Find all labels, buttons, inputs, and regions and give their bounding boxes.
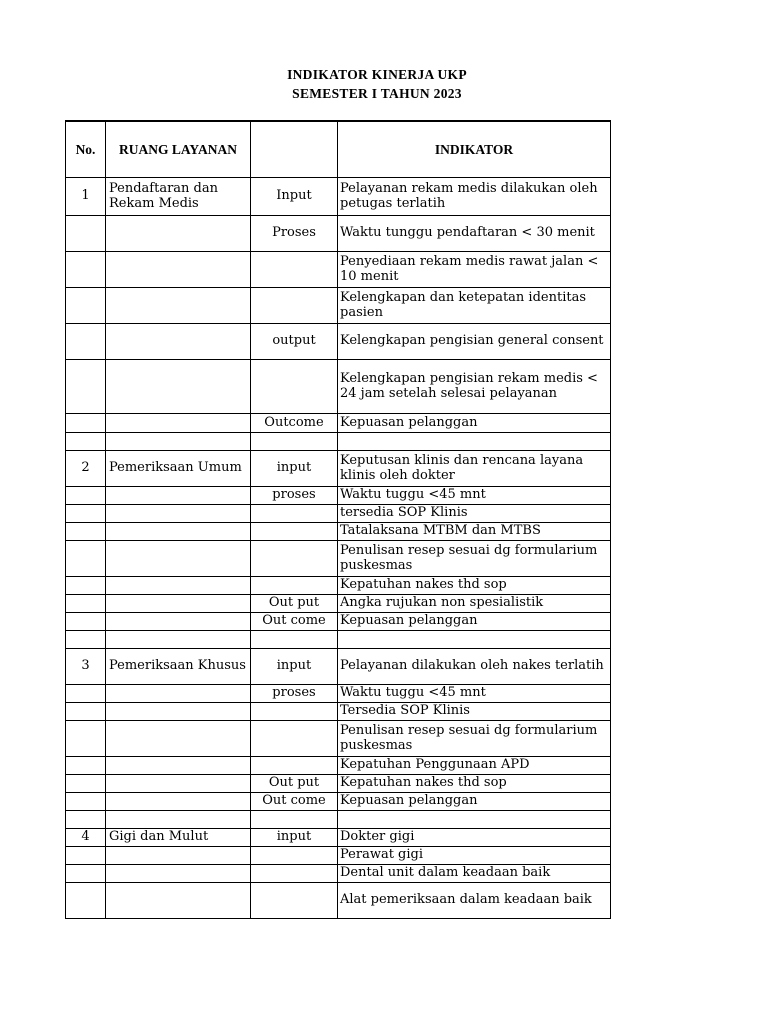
row-number: [66, 287, 106, 323]
row-category: Out come: [251, 792, 338, 810]
table-row: [66, 810, 611, 828]
row-category: input: [251, 828, 338, 846]
table-row: [66, 756, 611, 774]
row-number: [66, 702, 106, 720]
row-category: [251, 846, 338, 864]
row-ruang-layanan: [106, 413, 251, 432]
row-indikator: Kelengkapan pengisian rekam medis < 24 jam setelah selesai pelayanan: [338, 359, 611, 413]
row-number: [66, 810, 106, 828]
row-indikator: Pelayanan rekam medis dilakukan oleh petugas terlatih: [338, 177, 611, 215]
row-ruang-layanan: [106, 432, 251, 450]
row-category: Out put: [251, 774, 338, 792]
row-indikator: Angka rujukan non spesialistik: [338, 594, 611, 612]
row-category: [251, 522, 338, 540]
table-row: [66, 882, 611, 918]
row-indikator: Kepatuhan Penggunaan APD: [338, 756, 611, 774]
table-row: [66, 522, 611, 540]
row-number: [66, 882, 106, 918]
table-row: [66, 215, 611, 251]
row-number: [66, 792, 106, 810]
row-ruang-layanan: [106, 792, 251, 810]
table-row: [66, 177, 611, 215]
header-category: [251, 121, 338, 177]
row-ruang-layanan: [106, 864, 251, 882]
row-number: [66, 251, 106, 287]
row-indikator: Penyediaan rekam medis rawat jalan < 10 menit: [338, 251, 611, 287]
row-indikator: Penulisan resep sesuai dg formularium puskesmas: [338, 720, 611, 756]
row-number: [66, 504, 106, 522]
row-indikator: Penulisan resep sesuai dg formularium puskesmas: [338, 540, 611, 576]
row-number: [66, 684, 106, 702]
table-row: [66, 612, 611, 630]
row-number: [66, 540, 106, 576]
table-header-row: [66, 121, 611, 177]
table-row: [66, 792, 611, 810]
row-indikator: Kepuasan pelanggan: [338, 792, 611, 810]
row-indikator: Tersedia SOP Klinis: [338, 702, 611, 720]
indicator-table: [65, 120, 611, 919]
table-row: [66, 864, 611, 882]
row-ruang-layanan: [106, 504, 251, 522]
row-category: [251, 756, 338, 774]
row-ruang-layanan: [106, 540, 251, 576]
row-ruang-layanan: [106, 359, 251, 413]
row-category: [251, 251, 338, 287]
row-category: [251, 630, 338, 648]
row-category: proses: [251, 684, 338, 702]
row-indikator: Keputusan klinis dan rencana layana klinis oleh dokter: [338, 450, 611, 486]
row-indikator: Kepatuhan nakes thd sop: [338, 576, 611, 594]
row-indikator: Kepatuhan nakes thd sop: [338, 774, 611, 792]
row-number: [66, 774, 106, 792]
table-row: [66, 504, 611, 522]
table-row: [66, 630, 611, 648]
table-row: [66, 432, 611, 450]
row-ruang-layanan: [106, 251, 251, 287]
row-category: [251, 576, 338, 594]
row-ruang-layanan: [106, 774, 251, 792]
row-ruang-layanan: [106, 630, 251, 648]
row-ruang-layanan: [106, 612, 251, 630]
row-ruang-layanan: [106, 702, 251, 720]
row-ruang-layanan: [106, 576, 251, 594]
row-number: [66, 720, 106, 756]
row-number: [66, 576, 106, 594]
document-subtitle: SEMESTER I TAHUN 2023: [292, 86, 462, 101]
row-number: [66, 413, 106, 432]
row-category: [251, 540, 338, 576]
row-category: input: [251, 648, 338, 684]
row-category: [251, 882, 338, 918]
row-indikator: Waktu tuggu <45 mnt: [338, 684, 611, 702]
row-indikator: Pelayanan dilakukan oleh nakes terlatih: [338, 648, 611, 684]
row-indikator: Kelengkapan dan ketepatan identitas pasien: [338, 287, 611, 323]
row-category: [251, 810, 338, 828]
table-body: [66, 177, 611, 918]
header-indikator: INDIKATOR: [338, 121, 611, 177]
row-indikator: Waktu tuggu <45 mnt: [338, 486, 611, 504]
table-row: [66, 576, 611, 594]
row-ruang-layanan: [106, 720, 251, 756]
table-row: [66, 540, 611, 576]
table-row: [66, 287, 611, 323]
row-ruang-layanan: [106, 323, 251, 359]
row-number: [66, 432, 106, 450]
table-row: [66, 323, 611, 359]
table-row: [66, 359, 611, 413]
row-category: [251, 864, 338, 882]
row-indikator: Dental unit dalam keadaan baik: [338, 864, 611, 882]
row-ruang-layanan: Pemeriksaan Umum: [106, 450, 251, 486]
table-row: [66, 774, 611, 792]
row-category: Input: [251, 177, 338, 215]
row-number: 3: [66, 648, 106, 684]
row-ruang-layanan: Gigi dan Mulut: [106, 828, 251, 846]
row-ruang-layanan: [106, 756, 251, 774]
table-row: [66, 413, 611, 432]
row-category: input: [251, 450, 338, 486]
row-category: Proses: [251, 215, 338, 251]
row-indikator: Perawat gigi: [338, 846, 611, 864]
row-ruang-layanan: [106, 594, 251, 612]
row-category: [251, 287, 338, 323]
table-row: [66, 828, 611, 846]
row-indikator: Dokter gigi: [338, 828, 611, 846]
row-number: 1: [66, 177, 106, 215]
table-row: [66, 450, 611, 486]
row-ruang-layanan: [106, 215, 251, 251]
table-row: [66, 594, 611, 612]
table-row: [66, 702, 611, 720]
row-indikator: Kelengkapan pengisian general consent: [338, 323, 611, 359]
row-category: proses: [251, 486, 338, 504]
row-category: Out come: [251, 612, 338, 630]
table-row: [66, 648, 611, 684]
row-category: [251, 432, 338, 450]
row-ruang-layanan: [106, 846, 251, 864]
row-indikator: [338, 810, 611, 828]
document-title: INDIKATOR KINERJA UKP: [287, 67, 467, 82]
row-indikator: [338, 630, 611, 648]
row-indikator: Kepuasan pelanggan: [338, 612, 611, 630]
row-indikator: [338, 432, 611, 450]
row-ruang-layanan: [106, 684, 251, 702]
row-category: Outcome: [251, 413, 338, 432]
row-indikator: Tatalaksana MTBM dan MTBS: [338, 522, 611, 540]
row-indikator: Kepuasan pelanggan: [338, 413, 611, 432]
row-number: [66, 612, 106, 630]
header-ruang-layanan: RUANG LAYANAN: [106, 121, 251, 177]
row-category: [251, 702, 338, 720]
table-row: [66, 251, 611, 287]
row-indikator: Alat pemeriksaan dalam keadaan baik: [338, 882, 611, 918]
row-number: [66, 846, 106, 864]
row-number: 4: [66, 828, 106, 846]
row-number: [66, 323, 106, 359]
table-row: [66, 846, 611, 864]
table-row: [66, 684, 611, 702]
row-number: [66, 522, 106, 540]
row-number: [66, 486, 106, 504]
row-category: [251, 504, 338, 522]
row-number: [66, 594, 106, 612]
row-ruang-layanan: Pemeriksaan Khusus: [106, 648, 251, 684]
row-ruang-layanan: [106, 287, 251, 323]
row-ruang-layanan: Pendaftaran dan Rekam Medis: [106, 177, 251, 215]
table-row: [66, 720, 611, 756]
row-ruang-layanan: [106, 522, 251, 540]
row-ruang-layanan: [106, 810, 251, 828]
row-number: [66, 630, 106, 648]
row-indikator: Waktu tunggu pendaftaran < 30 menit: [338, 215, 611, 251]
table-row: [66, 486, 611, 504]
row-number: [66, 864, 106, 882]
row-number: 2: [66, 450, 106, 486]
header-no: No.: [66, 121, 106, 177]
row-category: [251, 720, 338, 756]
row-ruang-layanan: [106, 882, 251, 918]
row-number: [66, 756, 106, 774]
row-category: output: [251, 323, 338, 359]
row-category: [251, 359, 338, 413]
row-ruang-layanan: [106, 486, 251, 504]
row-category: Out put: [251, 594, 338, 612]
row-number: [66, 359, 106, 413]
row-number: [66, 215, 106, 251]
row-indikator: tersedia SOP Klinis: [338, 504, 611, 522]
